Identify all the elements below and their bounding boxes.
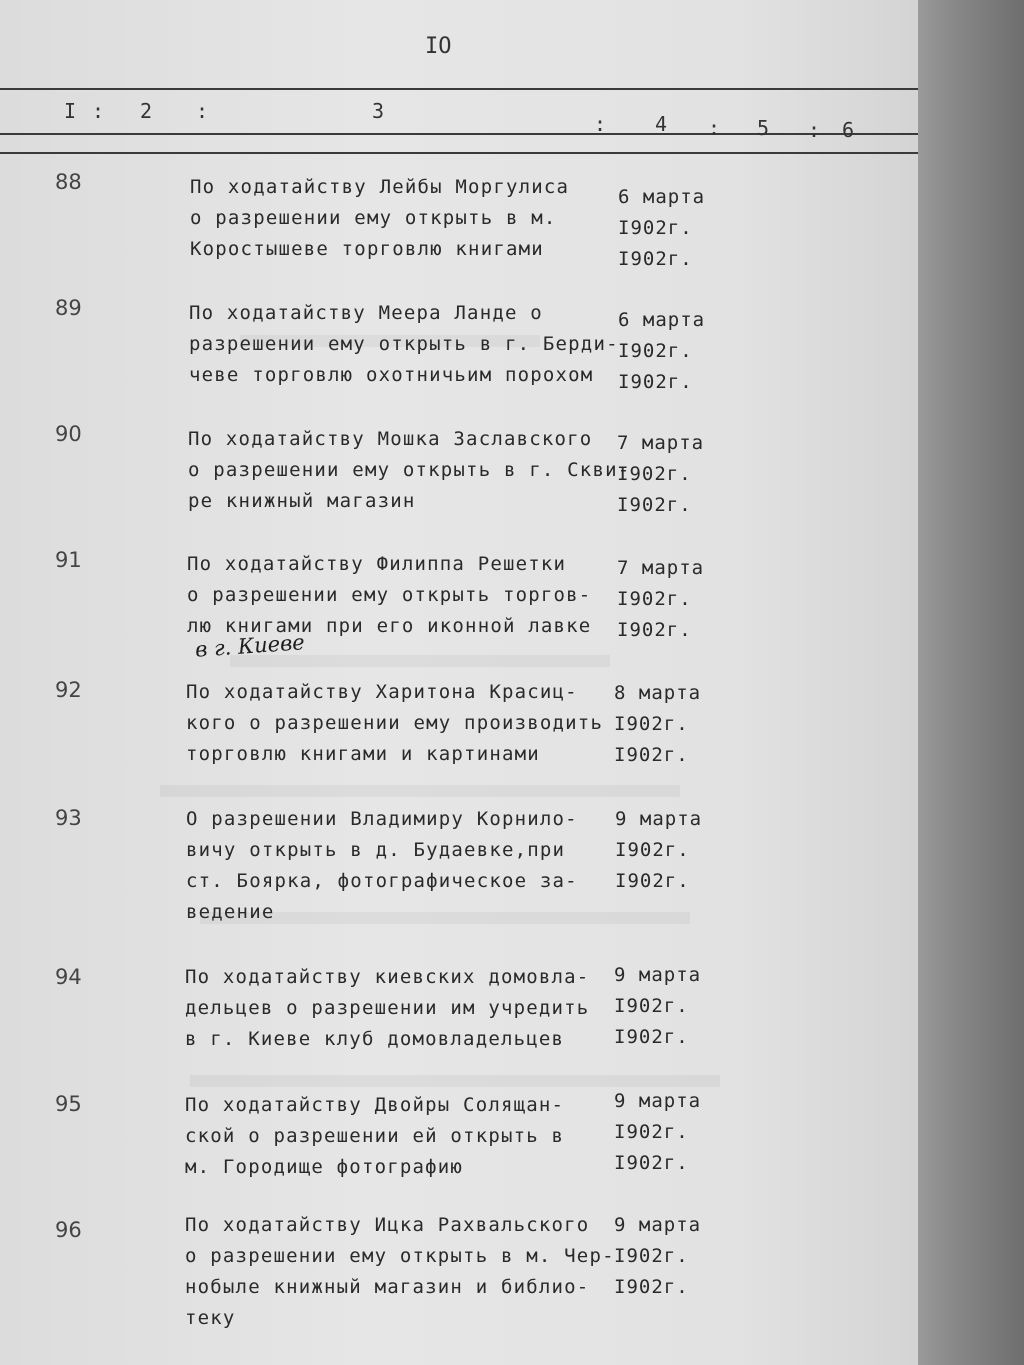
- entry-number: 96: [55, 1218, 82, 1242]
- page-edge-shadow: [918, 0, 1024, 1365]
- entry-number: 93: [55, 806, 82, 830]
- column-separator: :: [594, 112, 607, 136]
- entry-date: 6 марта I902г. I902г.: [618, 309, 706, 393]
- table-header-mid-rule: [0, 133, 918, 135]
- column-1-header: I: [64, 99, 77, 123]
- entry-description: По ходатайству Филиппа Решетки о разрешении ему открыть торгов- лю книгами при его иконной лавке: [187, 553, 592, 637]
- bleed-through-text: [160, 785, 680, 797]
- table-header-bottom-rule: [0, 152, 918, 154]
- column-2-header: 2: [140, 99, 153, 123]
- entry-number: 89: [55, 296, 82, 320]
- entry-date: 9 марта I902г. I902г.: [614, 1090, 702, 1174]
- entry-description: По ходатайству Ицка Рахвальского о разрешении ему открыть в м. Чер- нобыле книжный магазин и библио- теку: [185, 1214, 615, 1329]
- entry-number: 88: [55, 170, 82, 194]
- column-3-header: 3: [372, 99, 385, 123]
- column-separator: :: [808, 118, 821, 142]
- entry-date: 9 марта I902г. I902г.: [615, 808, 703, 892]
- entry-description: По ходатайству Меера Ланде о разрешении ему открыть в г. Берди- чеве торговлю охотничьим порохом: [189, 302, 619, 386]
- entry-date: 8 марта I902г. I902г.: [614, 682, 702, 766]
- entry-description: По ходатайству Мошка Заславского о разрешении ему открыть в г. Скви- ре книжный магазин: [188, 428, 631, 512]
- column-6-header: 6: [842, 118, 855, 142]
- entry-number: 91: [55, 548, 82, 572]
- column-separator: :: [196, 99, 209, 123]
- entry-description: По ходатайству Двойры Солящан- ской о разрешении ей открыть в м. Городище фотографию: [185, 1094, 565, 1178]
- column-separator: :: [708, 116, 721, 140]
- entry-date: 7 марта I902г. I902г.: [617, 557, 705, 641]
- entry-date: 9 марта I902г. I902г.: [614, 964, 702, 1048]
- entry-description: По ходатайству киевских домовла- дельцев о разрешении им учредить в г. Киеве клуб домовладельцев: [185, 966, 590, 1050]
- page-number: IO: [425, 34, 452, 59]
- entry-date: 6 марта I902г. I902г.: [618, 186, 706, 270]
- entry-description: О разрешении Владимиру Корнило- вичу открыть в д. Будаевке,при ст. Боярка, фотографическое за- ведение: [186, 808, 578, 923]
- entry-date: 9 марта I902г. I902г.: [614, 1214, 702, 1298]
- entry-number: 95: [55, 1092, 82, 1116]
- table-header-top-rule: [0, 88, 918, 90]
- entry-description: По ходатайству Лейбы Моргулиса о разрешении ему открыть в м. Коростышеве торговлю книгами: [190, 176, 570, 260]
- entry-description: По ходатайству Харитона Красиц- кого о разрешении ему производить торговлю книгами и картинами: [186, 681, 604, 765]
- entry-number: 92: [55, 678, 82, 702]
- column-4-header: 4: [655, 112, 668, 136]
- handwritten-annotation: в г. Киеве: [194, 630, 306, 662]
- entry-number: 90: [55, 422, 82, 446]
- entry-date: 7 марта I902г. I902г.: [617, 432, 705, 516]
- column-separator: :: [92, 99, 105, 123]
- entry-number: 94: [55, 965, 82, 989]
- column-5-header: 5: [757, 116, 770, 140]
- bleed-through-text: [230, 655, 610, 667]
